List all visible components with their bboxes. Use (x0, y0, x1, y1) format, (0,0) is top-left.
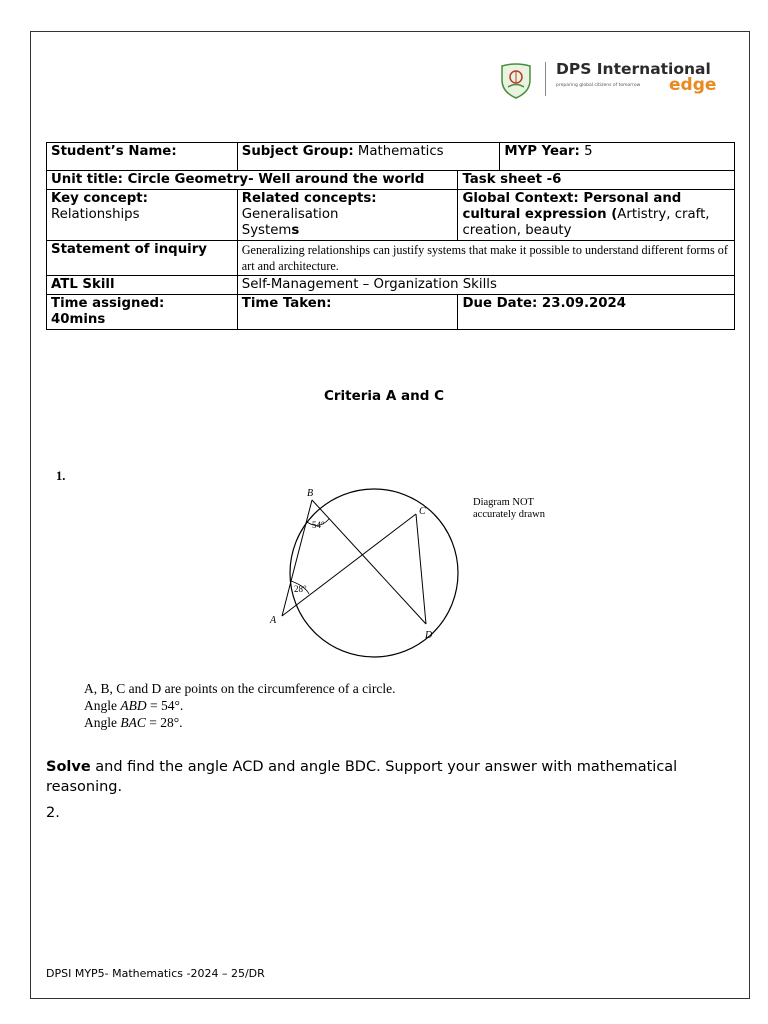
global-context-value: Artistry, craft, creation, beauty (462, 207, 710, 238)
chord-ab (282, 500, 312, 616)
task-sheet: Task sheet -6 (458, 171, 735, 190)
given-line-1: A, B, C and D are points on the circumference of a circle. (84, 681, 396, 696)
atl-label: ATL Skill (47, 276, 238, 295)
task-info-table (46, 142, 735, 330)
soi-value: Generalizing relationships can justify systems that make it possible to understand different forms of art and architecture. (237, 241, 734, 276)
question-1-task (46, 757, 726, 797)
given-2-prefix: Angle (84, 698, 121, 713)
subject-group-value: Mathematics (357, 144, 444, 159)
diagram-note (473, 497, 545, 521)
angle-a-label: 28° (294, 584, 307, 594)
point-c-label: C (419, 506, 426, 517)
time-assigned-value: 40mins (51, 312, 106, 327)
logo-brand: DPS International (556, 60, 711, 78)
point-b-label: B (307, 488, 314, 499)
angle-b-label: 54° (312, 520, 325, 530)
given-3-value: = 28°. (145, 715, 183, 730)
myp-year-label: MYP Year: (504, 144, 580, 159)
global-context-cell (458, 190, 735, 241)
given-line-3 (84, 714, 396, 731)
question-2-number: 2. (46, 805, 60, 821)
subject-group-label: Subject Group: (241, 144, 354, 159)
key-concept-cell (47, 190, 238, 241)
diagram-note-line-2: accurately drawn (473, 509, 545, 520)
subject-group-cell (237, 143, 500, 171)
unit-title: Unit title: Circle Geometry- Well around the world (47, 171, 458, 190)
question-1-number: 1. (56, 469, 66, 483)
given-3-angle: BAC (120, 715, 146, 730)
crest-icon (496, 60, 536, 100)
soi-label: Statement of inquiry (47, 241, 238, 276)
school-logo (466, 50, 722, 108)
given-information (84, 680, 396, 731)
student-name-cell: Student’s Name: (47, 143, 238, 171)
time-taken-label: Time Taken: (237, 295, 458, 330)
criteria-heading: Criteria A and C (323, 388, 445, 404)
due-date: Due Date: 23.09.2024 (458, 295, 735, 330)
circle-outline (290, 489, 458, 657)
task-verb: Solve (46, 759, 91, 775)
given-3-prefix: Angle (84, 715, 121, 730)
point-d-label: D (425, 630, 433, 641)
key-concept-value: Relationships (51, 207, 140, 222)
key-concept-label: Key concept: (51, 191, 148, 206)
global-context-label: Global Context: Personal and cultural expression ( (462, 191, 682, 222)
related-concept-2-suffix: s (291, 223, 300, 238)
related-concepts-cell (237, 190, 458, 241)
atl-value: Self-Management – Organization Skills (237, 276, 734, 295)
related-concept-2: System (241, 223, 292, 238)
diagram-note-line-1: Diagram NOT (473, 497, 534, 508)
logo-tagline: preparing global citizens of tomorrow (556, 83, 641, 88)
task-text: and find the angle ACD and angle BDC. Support your answer with mathematical reasoning. (46, 759, 678, 795)
myp-year-cell (500, 143, 735, 171)
logo-edge: edge (669, 75, 717, 95)
time-assigned-cell (47, 295, 238, 330)
point-a-label: A (270, 615, 277, 626)
given-2-angle: ABD (120, 698, 147, 713)
page-footer: DPSI MYP5- Mathematics -2024 – 25/DR (46, 967, 265, 980)
myp-year-value: 5 (584, 144, 593, 159)
related-concept-1: Generalisation (241, 207, 339, 222)
given-2-value: = 54°. (146, 698, 184, 713)
related-concepts-label: Related concepts: (241, 191, 377, 206)
chord-cd (416, 514, 426, 624)
logo-divider (545, 62, 546, 96)
chord-bd (312, 500, 426, 624)
given-line-2 (84, 697, 396, 714)
time-assigned-label: Time assigned: (51, 296, 165, 311)
